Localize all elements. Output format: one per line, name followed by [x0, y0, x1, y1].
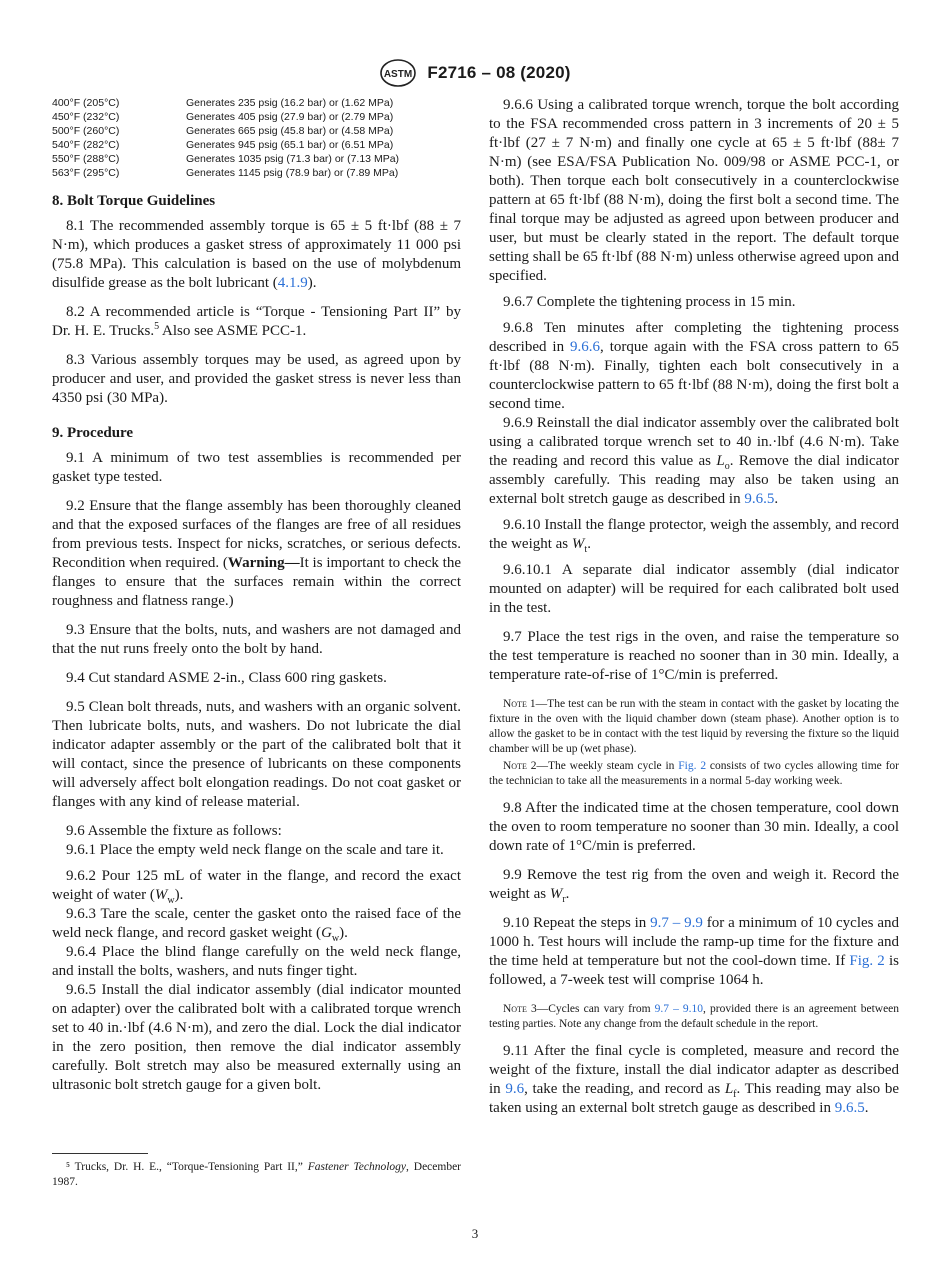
- ref-link[interactable]: 9.7 – 9.9: [650, 915, 703, 931]
- ref-link[interactable]: 9.6.5: [834, 1100, 865, 1116]
- table-row: 500°F (260°C) Generates 665 psig (45.8 bar) or (4.58 MPa): [52, 125, 394, 137]
- astm-logo-icon: [379, 58, 417, 88]
- paragraph-9-6-5: 9.6.5 Install the dial indicator assembly (dial indicator mounted on adapter) over the calibrated bolt with a calibrated torque wrench set to 40 in.·lbf (4.6 N·m), and zero the dial. Lock the dial indicator in the zero position, then remove the dial indicator assembly carefully. Bolt stretch may also be measured externally using an ultrasonic bolt stretch gauge for a given bolt.: [52, 982, 461, 1093]
- paragraph-9-4: 9.4 Cut standard ASME 2-in., Class 600 ring gaskets.: [66, 670, 387, 686]
- paragraph-9-5: 9.5 Clean bolt threads, nuts, and washers with an organic solvent. Then lubricate bolts, nuts, and washers. Do not lubricate the dial indicator adapter assembly or the part of the calibrated bolt that it will contact, since the presence of lubricants on these components will adversely affect bolt elongation readings. Do not coat gasket or flanges with any kind of release material.: [52, 699, 461, 810]
- ref-link[interactable]: Fig. 2: [849, 953, 885, 969]
- svg-text:ASTM: ASTM: [384, 69, 413, 80]
- page-number: 3: [471, 1226, 479, 1241]
- table-row: 540°F (282°C) Generates 945 psig (65.1 bar) or (6.51 MPa): [52, 139, 394, 151]
- paragraph-9-6-8: 9.6.8 Ten minutes after completing the tightening process described in 9.6.6, torque again with the FSA cross pattern to 65 ft·lbf (88 N·m). Finally, tighten each bolt consecutively in a counterclockwise pattern to 65 ft·lbf (88 N·m), doing the first bolt a second time.: [489, 320, 899, 412]
- paragraph-8-1: 8.1 The recommended assembly torque is 65 ± 5 ft·lbf (88 ± 7 N·m), which produces a gasket stress of approximately 11 000 psi (75.8 MPa). This calculation is based on the use of molybdenum disulfide grease as the bolt lubricant (4.1.9).: [52, 218, 461, 291]
- paragraph-8-2: 8.2 A recommended article is “Torque - Tensioning Part II” by Dr. H. E. Trucks.$^5$ Also see ASME PCC-1.: [52, 304, 461, 339]
- paragraph-9-6-2: 9.6.2 Pour 125 mL of water in the flange, and record the exact weight of water $(W_w)$.: [52, 868, 461, 906]
- temperature-table: [52, 96, 461, 180]
- paragraph-9-8: 9.8 After the indicated time at the chosen temperature, cool down the oven to room temperature no sooner than 30 min. Ideally, a cool down rate of 1°C/min is preferred.: [489, 800, 899, 854]
- paragraph-9-1: 9.1 A minimum of two test assemblies is recommended per gasket type tested.: [52, 450, 461, 485]
- paragraph-9-6-9: 9.6.9 Reinstall the dial indicator assembly over the calibrated bolt using a calibrated torque wrench set to 40 in.·lbf (4.6 N·m). Take the reading and record this value as $L_o$. Remove the dial indicator assembly carefully. This reading may also be taken using an external bolt stretch gauge as described in 9.6.5.: [489, 415, 899, 507]
- note-2: Note 2—The weekly steam cycle in Fig. 2 consists of two cycles allowing time for the technician to take all the measurements in a normal 5-day working week.: [489, 760, 900, 787]
- left-column: [52, 96, 461, 1095]
- ref-link[interactable]: 4.1.9: [277, 275, 308, 291]
- table-row: 563°F (295°C) Generates 1145 psig (78.9 bar) or (7.89 MPa): [52, 167, 399, 179]
- paragraph-9-6-3: 9.6.3 Tare the scale, center the gasket onto the raised face of the weld neck flange, and record gasket weight $(G_w)$.: [52, 906, 461, 944]
- ref-link[interactable]: 9.6.6: [570, 339, 601, 355]
- table-row: 550°F (288°C) Generates 1035 psig (71.3 bar) or (7.13 MPa): [52, 153, 400, 165]
- paragraph-9-6-10: 9.6.10 Install the flange protector, weigh the assembly, and record the weight as $W_t$.: [489, 517, 899, 555]
- ref-link[interactable]: 9.6.5: [744, 491, 775, 507]
- paragraph-9-6-7: 9.6.7 Complete the tightening process in 15 min.: [503, 294, 796, 310]
- right-column: [489, 96, 899, 1118]
- paragraph-9-7: 9.7 Place the test rigs in the oven, and raise the temperature so the test temperature is reached no sooner than in 30 min. Ideally, a temperature rate-of-rise of 1°C/min is preferred.: [489, 629, 899, 683]
- paragraph-9-6-4: 9.6.4 Place the blind flange carefully on the weld neck flange, and install the bolts, washers, and nuts finger tight.: [52, 944, 461, 979]
- paragraph-9-2: 9.2 Ensure that the flange assembly has been thoroughly cleaned and that the exposed surfaces of the flanges are free of all residues from previous tests. Inspect for nicks, scratches, or serious defects. Recondition when required. (Warning—It is important to check the flanges to ensure that the surfaces remain within the correct roughness and flatness range.): [52, 498, 461, 609]
- table-row: 400°F (205°C) Generates 235 psig (16.2 bar) or (1.62 MPa): [52, 97, 394, 109]
- note-3: Note 3—Cycles can vary from 9.7 – 9.10, provided there is an agreement between testing parties. Note any change from the default schedule in the report.: [489, 1003, 900, 1030]
- footnote-divider: [52, 1153, 148, 1154]
- section-9-heading: 9. Procedure: [52, 425, 134, 441]
- ref-link[interactable]: Fig. 2: [678, 760, 707, 772]
- paragraph-9-10: 9.10 Repeat the steps in 9.7 – 9.9 for a minimum of 10 cycles and 1000 h. Test hours will include the ramp-up time for the fixture and the time held at temperature but not the cool-down time. If Fig. 2 is followed, a 7-week test will comprise 1064 h.: [489, 915, 899, 988]
- footnote-ref: 5: [154, 321, 160, 332]
- paragraph-9-6-10-1: 9.6.10.1 A separate dial indicator assembly (dial indicator mounted on adapter) will be required for each calibrated bolt used in the test.: [489, 562, 899, 616]
- paragraph-9-11: 9.11 After the final cycle is completed, measure and record the weight of the fixture, install the dial indicator adapter as described in 9.6, take the reading, and record as $L_f$. This reading may also be taken using an external bolt stretch gauge as described in 9.6.5.: [489, 1043, 899, 1116]
- paragraph-9-9: 9.9 Remove the test rig from the oven and weigh it. Record the weight as $W_r$.: [489, 867, 899, 905]
- table-row: 450°F (232°C) Generates 405 psig (27.9 bar) or (2.79 MPa): [52, 111, 394, 123]
- paragraph-8-3: 8.3 Various assembly torques may be used, as agreed upon by producer and user, and provided the gasket stress is never less than 4350 psi (30 MPa).: [52, 352, 461, 406]
- section-8-heading: 8. Bolt Torque Guidelines: [52, 193, 216, 209]
- paragraph-9-6: 9.6 Assemble the fixture as follows:: [66, 823, 282, 839]
- page-header: [0, 58, 950, 88]
- note-1: Note 1—The test can be run with the steam in contact with the gasket by locating the fixture in the oven with the liquid chamber down (steam phase). Another option is to allow the gasket to be in contact with the test liquid by reversing the fixture so the liquid chamber will be up (wet phase).: [489, 698, 899, 755]
- ref-link[interactable]: 9.6: [505, 1081, 525, 1097]
- ref-link[interactable]: 9.7 – 9.10: [654, 1003, 704, 1015]
- paragraph-9-6-6: 9.6.6 Using a calibrated torque wrench, torque the bolt according to the FSA recommended cross pattern in 3 increments of 20 ± 5 ft·lbf (27 ± 7 N·m) and finally one cycle at 65 ± 5 ft·lbf (88± 7 N·m) (see ESA/FSA Publication No. 009/98 or ASME PCC-1, or both). Then torque each bolt consecutively in a counterclockwise pattern at 65 ft·lbf (88 N·m), doing the first bolt a second time. The final torque may be adjusted as agreed upon between producer and user, but must be clearly stated in the report. The default torque setting shall be 65 ft·lbf (88 N·m) unless otherwise agreed upon and specified.: [489, 97, 899, 284]
- paragraph-9-6-1: 9.6.1 Place the empty weld neck flange on the scale and tare it.: [66, 842, 444, 858]
- paragraph-9-3: 9.3 Ensure that the bolts, nuts, and washers are not damaged and that the nut runs freely onto the bolt by hand.: [52, 622, 461, 657]
- footnote: ⁵ Trucks, Dr. H. E., “Torque-Tensioning Part II,” Fastener Technology, December 1987.: [52, 1161, 462, 1188]
- document-id: F2716 – 08 (2020): [427, 63, 571, 82]
